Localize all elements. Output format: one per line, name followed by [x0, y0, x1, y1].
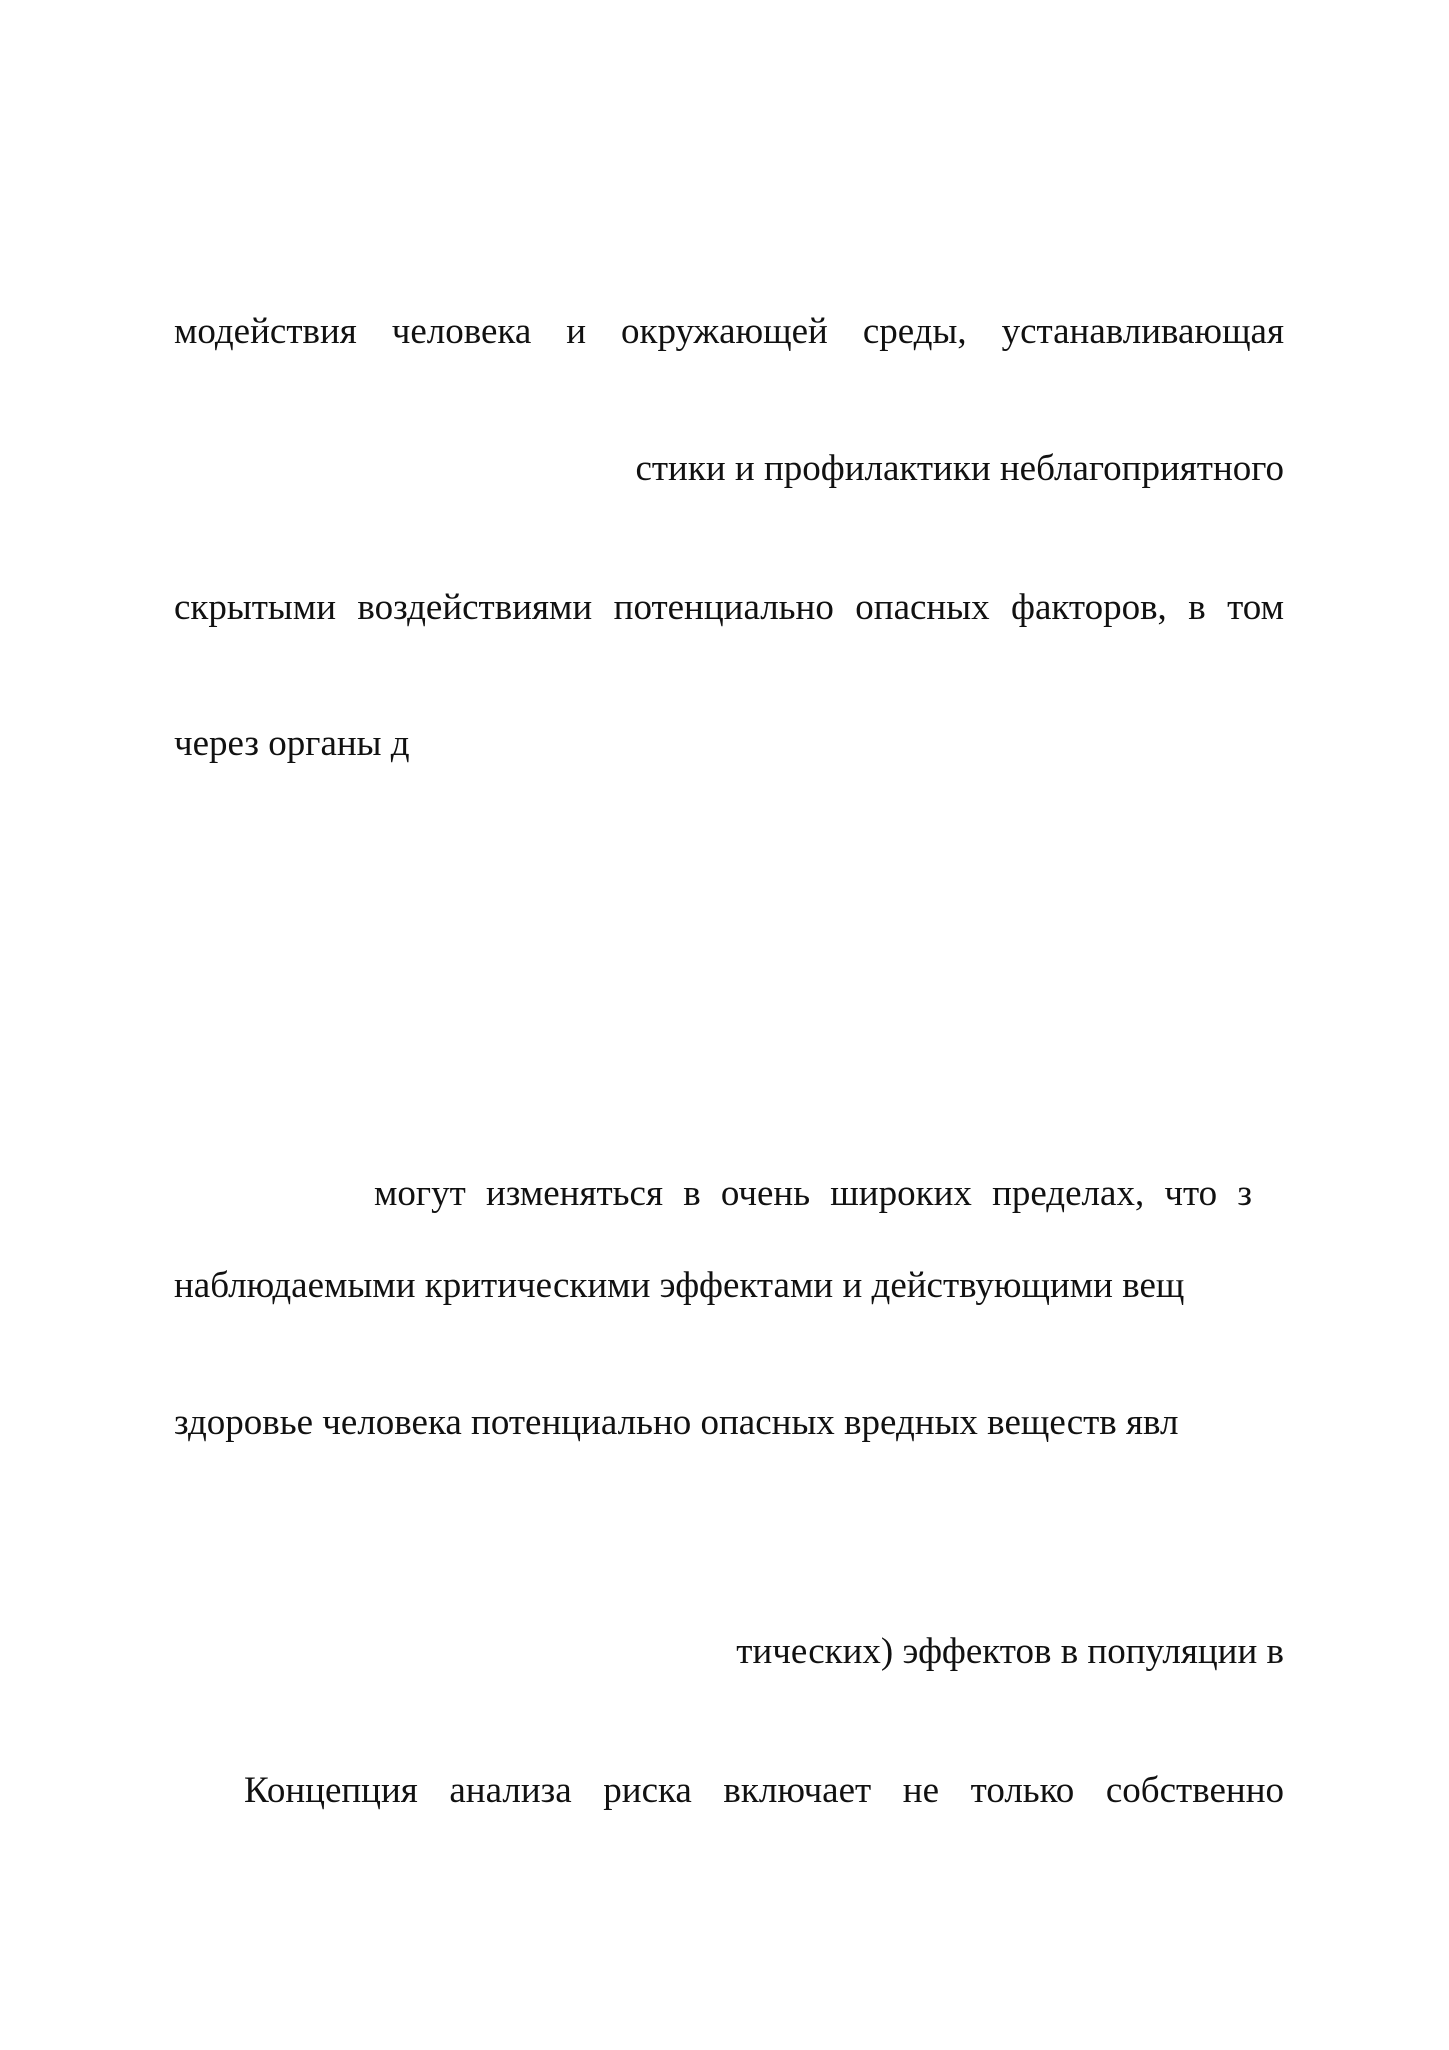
text-line: тических) эффектов в популяции в [736, 1631, 1284, 1672]
text-line: модействия человека и окружающей среды, устанавливающая [174, 311, 1284, 352]
text-line: наблюдаемыми критическими эффектами и действующими вещ [174, 1265, 1185, 1306]
text-line: здоровье человека потенциально опасных вредных веществ явл [174, 1402, 1179, 1443]
text-line: стики и профилактики неблагоприятного [635, 448, 1284, 489]
text-line: могут изменяться в очень широких пределах, что з [374, 1173, 1252, 1214]
paragraph-start-line: Концепция анализа риска включает не только собственно [244, 1770, 1284, 1811]
text-line: скрытыми воздействиями потенциально опасных факторов, в том [174, 587, 1284, 628]
text-line: через органы д [174, 723, 410, 764]
